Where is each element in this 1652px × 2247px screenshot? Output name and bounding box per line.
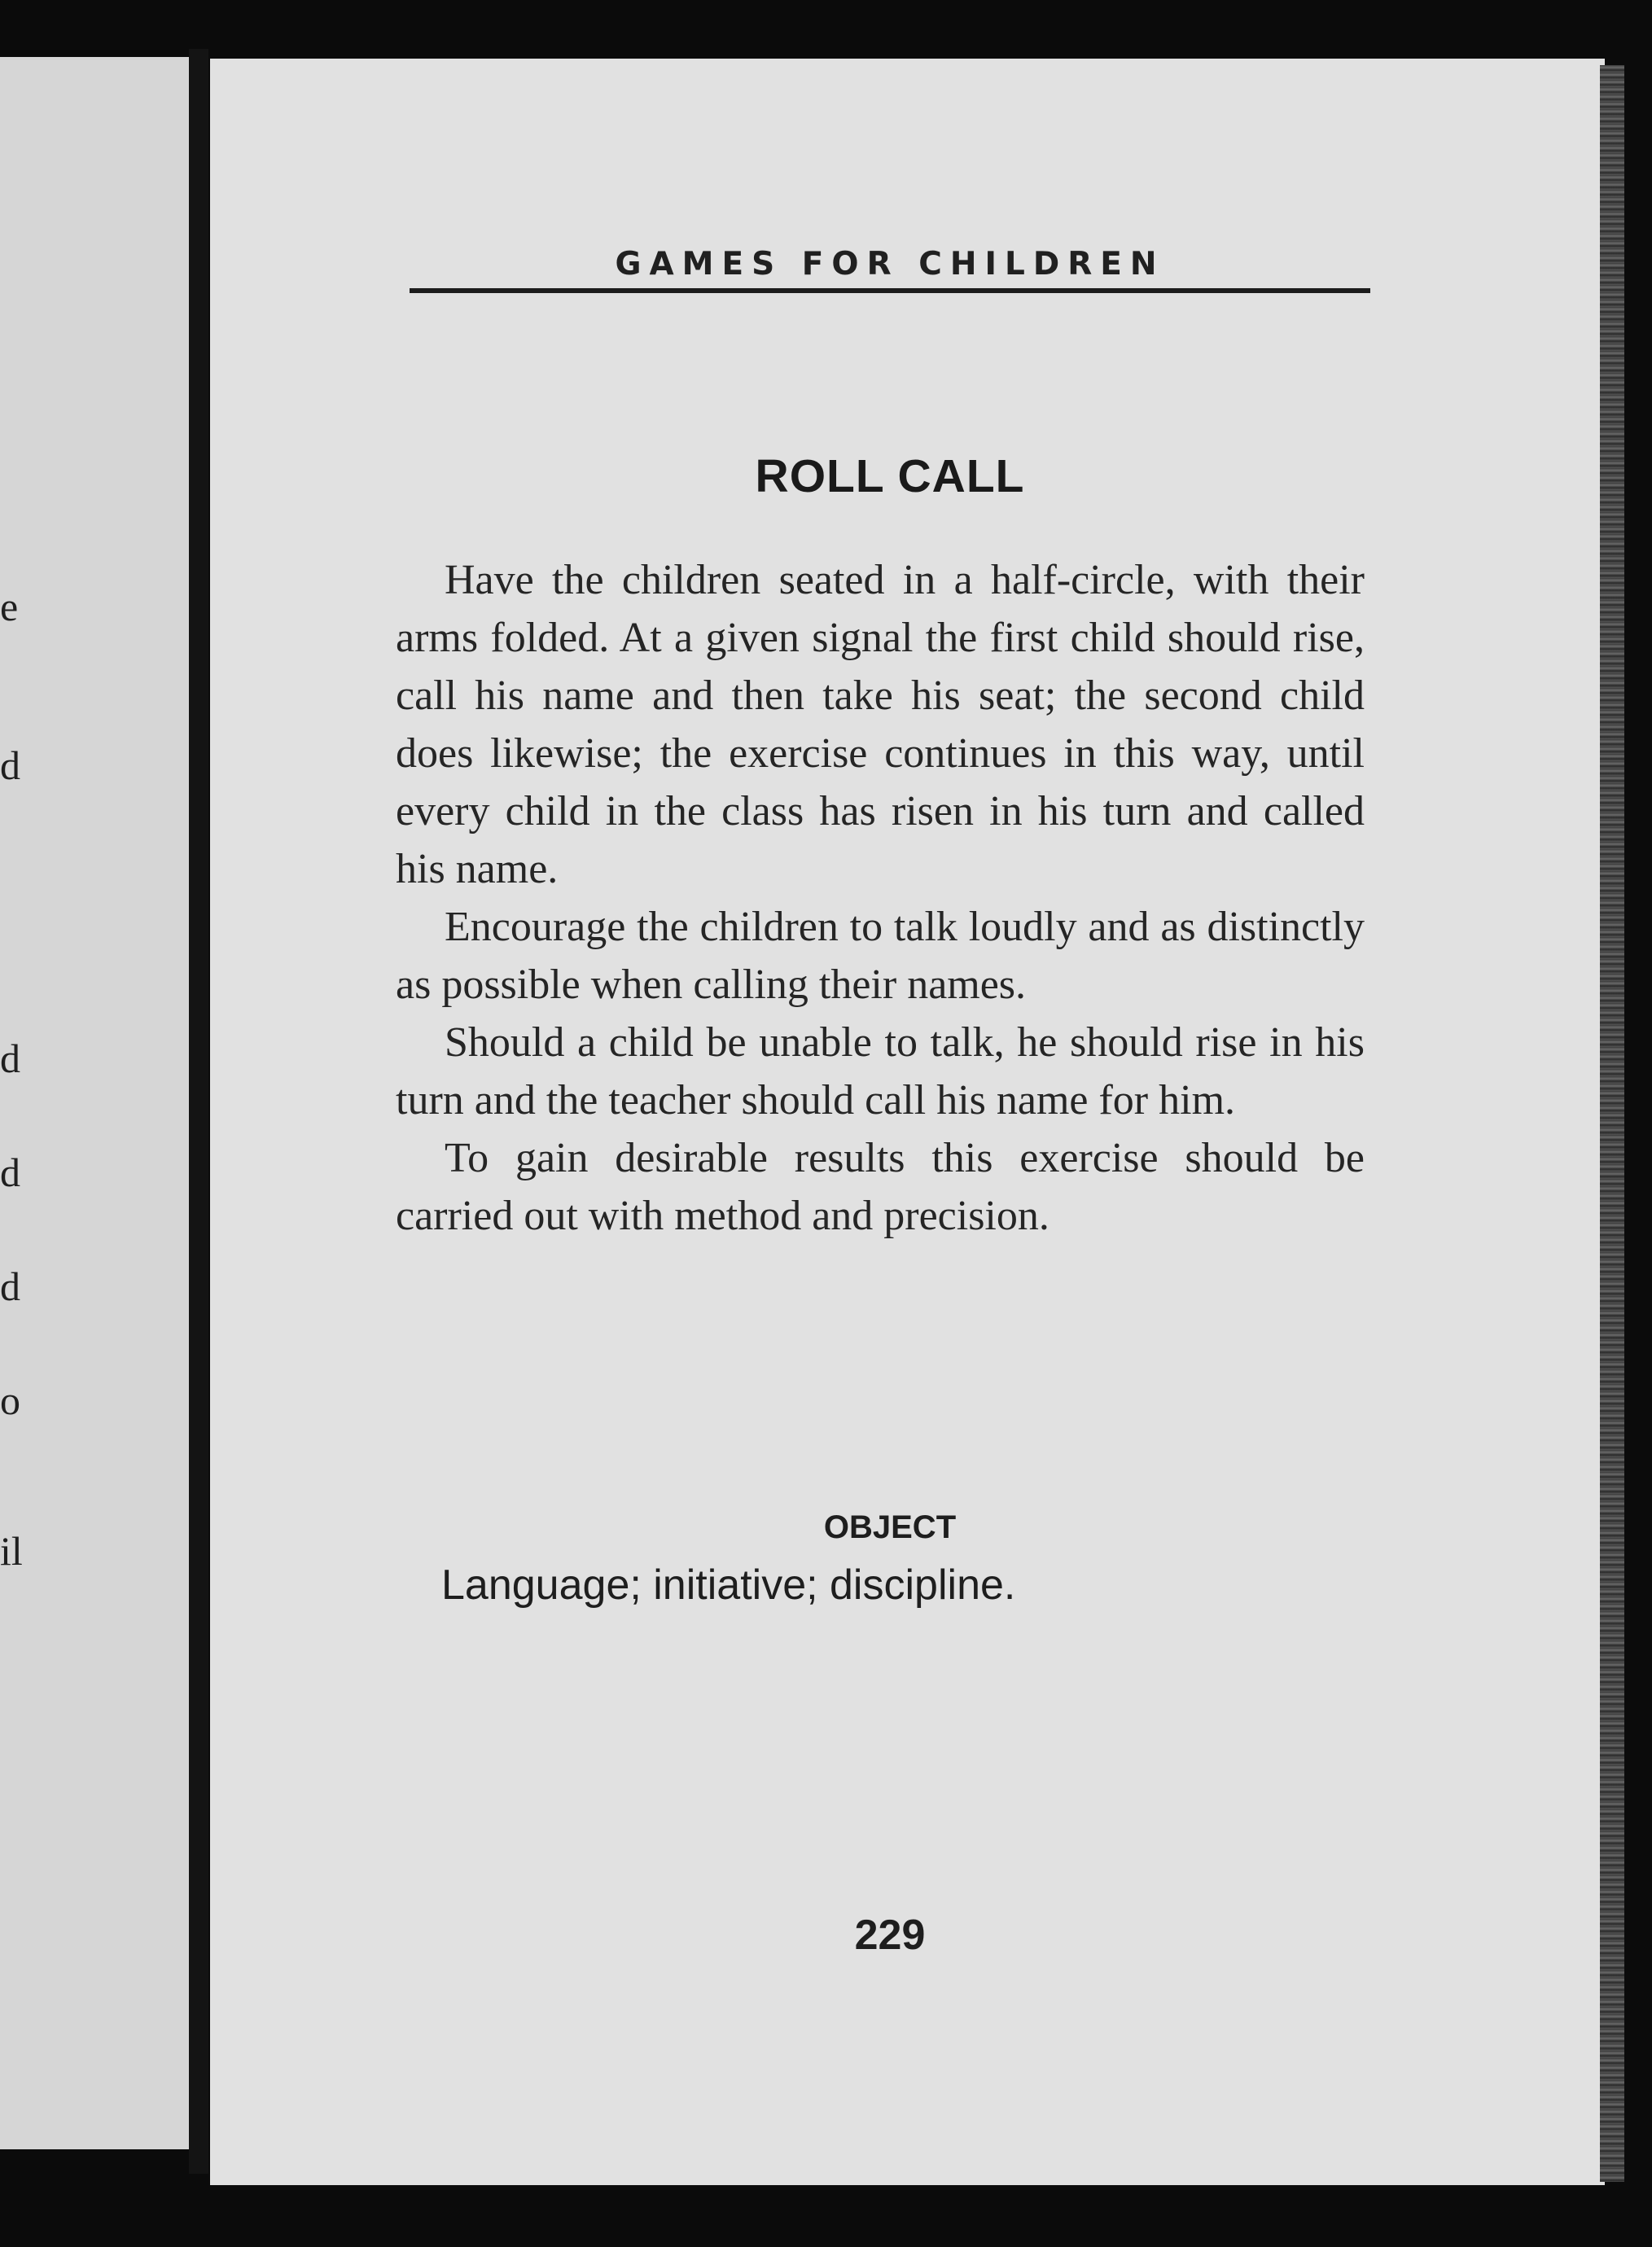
page-edge	[1600, 65, 1624, 2182]
left-page-letter: d	[0, 1150, 20, 1195]
left-page-letter: d	[0, 742, 20, 788]
paragraph: Should a child be unable to talk, he should rise in his turn and the teacher should call his name for him.	[396, 1019, 1365, 1124]
object-text: Language; initiative; discipline.	[441, 1562, 1016, 1609]
section-title: ROLL CALL	[755, 450, 1025, 502]
page-number: 229	[854, 1912, 926, 1959]
running-head: GAMES FOR CHILDREN	[615, 246, 1165, 283]
left-page-letter: o	[0, 1378, 20, 1423]
left-page-letter: il	[0, 1528, 23, 1574]
paragraph: To gain desirable results this exercise should be carried out with method and precision.	[396, 1135, 1365, 1239]
header-rule	[410, 288, 1370, 293]
book-page	[210, 59, 1605, 2185]
left-page-letter: d	[0, 1264, 20, 1309]
body-text	[396, 551, 1365, 1245]
left-page-fragment	[0, 57, 189, 2149]
object-heading: OBJECT	[823, 1509, 957, 1545]
left-page-letter: e	[0, 584, 19, 629]
left-page-letter: d	[0, 1036, 20, 1081]
book-gutter	[189, 49, 208, 2174]
paragraph: Have the children seated in a half-circle, with their arms folded. At a given signal the first child should rise, call his name and then take his seat; the second child does likewise; the exercise continues in this way, until every child in the class has risen in his turn and called his name.	[396, 557, 1365, 892]
paragraph: Encourage the children to talk loudly and as distinctly as possible when calling their names.	[396, 904, 1365, 1008]
